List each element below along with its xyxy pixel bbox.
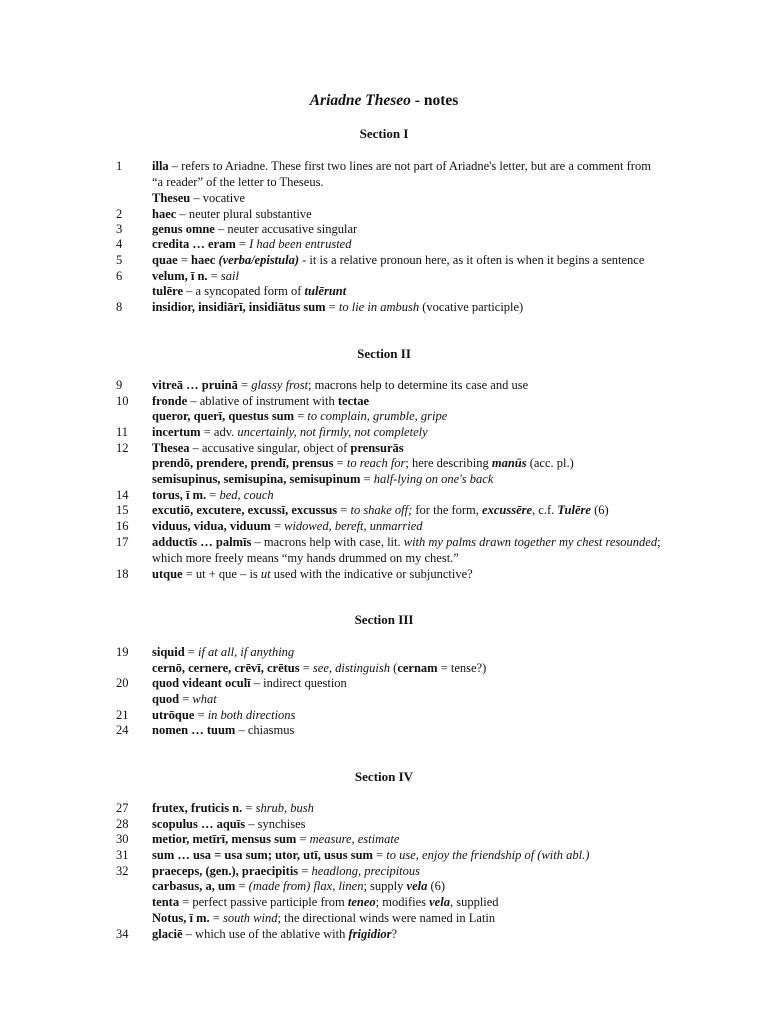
section-heading: Section II [357, 346, 411, 361]
note-body: – accusative singular, object of [189, 441, 351, 455]
latin-term: cernō, cernere, crēvī, crētus [152, 661, 300, 675]
note-body: – chiasmus [235, 723, 295, 737]
line-number: 6 [116, 269, 123, 283]
note-body: = [294, 409, 308, 423]
note-body: - it is a relative pronoun here, as it often is when it begins a sentence [299, 253, 645, 267]
latin-term: haec [152, 207, 177, 221]
note-text [152, 894, 726, 910]
latin-term: Notus, ī m. [152, 911, 210, 925]
note-text [152, 283, 726, 299]
note-body: = [207, 269, 221, 283]
line-number: 4 [116, 237, 123, 251]
note-text [152, 299, 726, 315]
latin-term: queror, querī, questus sum [152, 409, 295, 423]
note-body: ; the directional winds were named in Latin [277, 911, 496, 925]
note-body: – macrons help with case, lit. [251, 535, 404, 549]
latin-term: siquid [152, 645, 185, 659]
note-body: for the form, [412, 503, 483, 517]
latin-term: prendō, prendere, prendī, prensus [152, 456, 334, 470]
line-number: 32 [116, 864, 129, 878]
page-title [0, 92, 768, 110]
translation: ut [260, 567, 271, 581]
line-number: 10 [116, 394, 129, 408]
note-body: = ut + que – is [182, 567, 261, 581]
note-text [152, 722, 726, 738]
latin-term: Tulēre [557, 503, 591, 517]
latin-term: adductīs … palmīs [152, 535, 252, 549]
note-body: = [298, 864, 312, 878]
latin-term: velum, ī n. [152, 269, 208, 283]
note-body: used with the indicative or subjunctive? [270, 567, 473, 581]
line-number: 18 [116, 567, 129, 581]
line-number: 20 [116, 676, 129, 690]
note-body: ; [657, 535, 661, 549]
note-body: = [237, 378, 252, 392]
latin-term: tectae [337, 394, 370, 408]
latin-term: vela [406, 879, 428, 893]
section-heading: Section I [359, 126, 409, 141]
latin-term: incertum [152, 425, 201, 439]
line-number: 8 [116, 300, 123, 314]
note-text [152, 190, 726, 206]
note-body: = perfect passive participle from [179, 895, 348, 909]
note-text [152, 660, 726, 676]
note-body: (6) [427, 879, 446, 893]
translation: with my palms drawn together my chest resounded [403, 535, 658, 549]
title-suffix: - notes [410, 92, 459, 109]
note-text [152, 221, 726, 237]
note-text [152, 487, 726, 503]
translation: uncertainly, not firmly, not completely [237, 425, 428, 439]
note-body: = [372, 848, 387, 862]
note-body: ( [390, 661, 398, 675]
note-body: = [360, 472, 374, 486]
line-number: 14 [116, 488, 129, 502]
translation: measure, estimate [309, 832, 400, 846]
translation: glassy frost [251, 378, 309, 392]
note-text [152, 878, 726, 894]
latin-term: haec [191, 253, 219, 267]
note-body: = tense?) [437, 661, 487, 675]
latin-term: sum … usa = usa sum; utor, utī, usus sum [152, 848, 373, 862]
note-body: = [184, 645, 198, 659]
translation: to complain, grumble, gripe [307, 409, 448, 423]
note-text [152, 236, 726, 252]
latin-term: insidior, insidiārī, insidiātus sum [152, 300, 326, 314]
note-body: (acc. pl.) [526, 456, 574, 470]
note-text [152, 863, 726, 879]
note-text [152, 566, 726, 582]
note-text [152, 424, 726, 440]
note-body: – ablative of instrument with [187, 394, 338, 408]
translation: to reach for [346, 456, 406, 470]
latin-term: excutiō, excutere, excussī, excussus [152, 503, 338, 517]
latin-term: viduus, vidua, viduum [152, 519, 271, 533]
note-text [152, 440, 726, 456]
note-body: , c.f. [532, 503, 558, 517]
line-number: 1 [116, 159, 123, 173]
latin-term: Thesea [152, 441, 190, 455]
latin-term: vitreā … pruinā [152, 378, 238, 392]
note-body: ; here describing [405, 456, 492, 470]
note-text [152, 675, 726, 691]
note-text [152, 691, 726, 707]
note-text [152, 800, 726, 816]
latin-term: nomen … tuum [152, 723, 236, 737]
note-text [152, 455, 726, 471]
latin-term: tenta [152, 895, 180, 909]
latin-term: frutex, fruticis n. [152, 801, 243, 815]
note-text [152, 534, 726, 566]
line-number: 11 [116, 425, 129, 439]
translation: half-lying on one's back [373, 472, 494, 486]
note-body: = [235, 879, 249, 893]
line-number: 12 [116, 441, 129, 455]
note-text [152, 926, 726, 942]
latin-term: tulērunt [304, 284, 347, 298]
note-body: – synchises [245, 817, 306, 831]
latin-term: teneo [347, 895, 376, 909]
section-heading: Section III [354, 612, 414, 627]
line-number: 28 [116, 817, 129, 831]
note-body: = [333, 456, 347, 470]
note-text [152, 471, 726, 487]
translation: see, distinguish [312, 661, 391, 675]
note-text [152, 158, 726, 190]
note-body: – neuter accusative singular [214, 222, 358, 236]
note-body: – vocative [190, 191, 246, 205]
latin-term: (verba/epistula) [218, 253, 299, 267]
translation: widowed, bereft, unmarried [284, 519, 423, 533]
note-body: ; supply [363, 879, 407, 893]
note-text [152, 831, 726, 847]
title-main: Ariadne Theseo [309, 92, 411, 109]
latin-term: utrōque [152, 708, 195, 722]
latin-term: vela [429, 895, 450, 909]
line-number: 31 [116, 848, 129, 862]
translation: sail [220, 269, 239, 283]
note-body: = [177, 253, 192, 267]
translation: headlong, precipitous [311, 864, 421, 878]
note-text [152, 377, 726, 393]
line-number: 30 [116, 832, 129, 846]
note-text [152, 816, 726, 832]
line-number: 17 [116, 535, 129, 549]
line-number: 24 [116, 723, 129, 737]
note-text [152, 518, 726, 534]
note-body: = [235, 237, 250, 251]
note-text [152, 408, 726, 424]
latin-term: glaciē [152, 927, 183, 941]
note-text [152, 268, 726, 284]
note-body: = [270, 519, 285, 533]
note-body: ; macrons help to determine its case and use [308, 378, 529, 392]
latin-term: fronde [152, 394, 188, 408]
note-text [152, 910, 726, 926]
translation: what [192, 692, 217, 706]
latin-term: tulēre [152, 284, 184, 298]
latin-term: praeceps, (gen.), praecipitis [152, 864, 299, 878]
note-text [152, 393, 726, 409]
translation: south wind [222, 911, 278, 925]
note-body: = [209, 911, 223, 925]
line-number: 2 [116, 207, 123, 221]
note-body: = [299, 661, 313, 675]
note-body: = [179, 692, 193, 706]
note-text [152, 707, 726, 723]
note-body: which more freely means “my hands drummed on my chest.” [152, 551, 459, 565]
translation: shrub, bush [255, 801, 314, 815]
note-text [152, 847, 726, 863]
translation: bed, couch [219, 488, 274, 502]
latin-term: excussēre [482, 503, 533, 517]
note-body: – which use of the ablative with [182, 927, 349, 941]
note-body: “a reader” of the letter to Theseus. [152, 175, 324, 189]
latin-term: quod [152, 692, 180, 706]
line-number: 21 [116, 708, 129, 722]
line-number: 15 [116, 503, 129, 517]
note-body: ? [391, 927, 398, 941]
latin-term: prensurās [350, 441, 404, 455]
note-body: – refers to Ariadne. These first two lines are not part of Ariadne's letter, but are a comment from [168, 159, 651, 173]
note-body: = [325, 300, 339, 314]
line-number: 19 [116, 645, 129, 659]
latin-term: manūs [491, 456, 527, 470]
translation: (made from) flax, linen [248, 879, 364, 893]
latin-term: credita … eram [152, 237, 236, 251]
latin-term: frigidior [348, 927, 392, 941]
translation: if at all, if anything [197, 645, 295, 659]
note-body: , supplied [449, 895, 499, 909]
note-text [152, 644, 726, 660]
translation: to use, enjoy the friendship of (with abl.) [386, 848, 590, 862]
latin-term: genus omne [152, 222, 215, 236]
latin-term: cernam [397, 661, 438, 675]
note-body: = [296, 832, 310, 846]
latin-term: illa [152, 159, 169, 173]
note-body: ; modifies [375, 895, 430, 909]
line-number: 16 [116, 519, 129, 533]
line-number: 9 [116, 378, 123, 392]
latin-term: quae [152, 253, 178, 267]
section-heading: Section IV [354, 769, 414, 784]
latin-term: utque [152, 567, 183, 581]
line-number: 5 [116, 253, 123, 267]
note-body: – neuter plural substantive [176, 207, 312, 221]
note-body: = adv. [200, 425, 238, 439]
note-body: = [337, 503, 351, 517]
note-text [152, 252, 726, 268]
note-text [152, 502, 726, 518]
note-body: – indirect question [250, 676, 347, 690]
latin-term: carbasus, a, um [152, 879, 236, 893]
translation: to lie in ambush [338, 300, 420, 314]
translation: I had been entrusted [249, 237, 352, 251]
note-body: = [194, 708, 208, 722]
line-number: 34 [116, 927, 129, 941]
translation: in both directions [207, 708, 296, 722]
note-body: (6) [590, 503, 609, 517]
note-body: – a syncopated form of [183, 284, 305, 298]
latin-term: metior, metīrī, mensus sum [152, 832, 297, 846]
latin-term: torus, ī m. [152, 488, 207, 502]
line-number: 27 [116, 801, 129, 815]
note-body: (vocative participle) [419, 300, 524, 314]
note-text [152, 206, 726, 222]
note-body: = [242, 801, 256, 815]
line-number: 3 [116, 222, 123, 236]
latin-term: Theseu [152, 191, 191, 205]
latin-term: scopulus … aquīs [152, 817, 246, 831]
translation: to shake off; [350, 503, 413, 517]
note-body: = [206, 488, 220, 502]
latin-term: quod videant oculī [152, 676, 251, 690]
latin-term: semisupinus, semisupina, semisupinum [152, 472, 361, 486]
